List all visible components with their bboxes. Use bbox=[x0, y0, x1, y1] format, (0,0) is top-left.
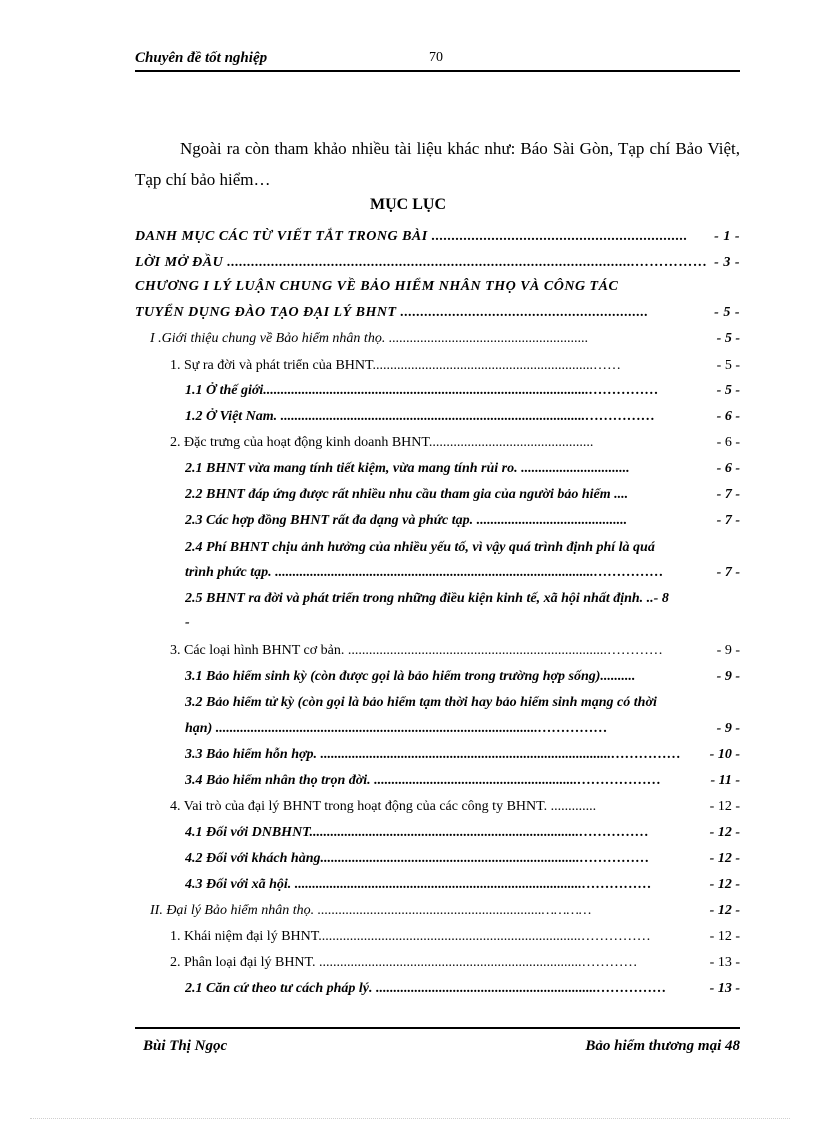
toc-entry-label: 2. Đặc trưng của hoạt động kinh doanh BHNT............................................... bbox=[170, 435, 594, 450]
toc-entry-page: - 7 - bbox=[716, 513, 740, 528]
toc-entry-label: 2.4 Phí BHNT chịu ảnh hưởng của nhiều yếu tố, vì vậy quá trình định phí là quá bbox=[185, 540, 655, 555]
toc-entry-page: - 9 - bbox=[716, 643, 740, 658]
toc-entry bbox=[185, 848, 740, 870]
toc-entry bbox=[185, 380, 740, 402]
toc-entry-label: 4.2 Đối với khách hàng..........................................................................…………… bbox=[185, 851, 650, 866]
toc-entry-label: - bbox=[185, 615, 190, 630]
toc-entry-label: LỜI MỞ ĐẦU ......................................................................................................…………… bbox=[135, 255, 708, 270]
toc-entry bbox=[170, 952, 740, 974]
toc-entry-page: - 12 - bbox=[709, 851, 740, 866]
toc-entry-page: - 5 - bbox=[716, 358, 740, 373]
toc-entry-label: 1.1 Ở thế giới.............................................................................................…………… bbox=[185, 383, 659, 398]
page-edge-divider bbox=[30, 1118, 790, 1119]
toc-entry bbox=[185, 588, 740, 610]
toc-entry-label: II. Đại lý Bảo hiểm nhân thọ. ................................................................………… bbox=[150, 903, 592, 918]
toc-entry-label: I .Giới thiệu chung về Bảo hiểm nhân thọ. ......................................................... bbox=[150, 331, 589, 346]
toc-entry bbox=[150, 900, 740, 922]
footer-author: Bùi Thị Ngọc bbox=[143, 1038, 228, 1054]
toc-entry-page: - 9 - bbox=[716, 721, 740, 736]
toc-entry-label: 1.2 Ở Việt Nam. .......................................................................................…………… bbox=[185, 409, 656, 424]
toc-entry-label: 4.3 Đối với xã hội. ..................................................................................…………… bbox=[185, 877, 652, 892]
toc-entry-page: - 1 - bbox=[714, 229, 740, 244]
toc-entry-page: - 7 - bbox=[716, 487, 740, 502]
toc-entry bbox=[170, 355, 740, 377]
intro-paragraph: Ngoài ra còn tham khảo nhiều tài liệu khác như: Báo Sài Gòn, Tạp chí Bảo Việt, Tạp chí bảo hiểm… bbox=[135, 139, 740, 189]
toc-entry bbox=[135, 276, 740, 298]
toc-entry bbox=[185, 562, 740, 584]
toc-entry bbox=[150, 328, 740, 350]
toc-entry bbox=[170, 432, 740, 454]
toc-entry-label: 2.1 BHNT vừa mang tính tiết kiệm, vừa mang tính rủi ro. ............................... bbox=[185, 461, 630, 476]
toc-entry-label: 3.4 Bảo hiểm nhân thọ trọn đời. ..........................................................……………… bbox=[185, 773, 662, 788]
toc-entry bbox=[185, 874, 740, 896]
page-header bbox=[135, 48, 740, 72]
toc-entry-label: 4.1 Đối với DNBHNT.............................................................................…………… bbox=[185, 825, 649, 840]
toc-entry-label: 3.2 Bảo hiểm tử kỳ (còn gọi là bảo hiểm tạm thời hay bảo hiểm sinh mạng có thời bbox=[185, 695, 657, 710]
toc-entry-page: - 3 - bbox=[714, 255, 740, 270]
header-title: Chuyên đề tốt nghiệp bbox=[135, 50, 268, 66]
toc-entry-label: 2.5 BHNT ra đời và phát triển trong những điều kiện kinh tế, xã hội nhất định. ..- 8 bbox=[185, 591, 669, 606]
toc-entry-label: DANH MỤC CÁC TỪ VIẾT TẮT TRONG BÀI ................................................................ bbox=[135, 229, 688, 244]
toc-entry-label: 1. Khái niệm đại lý BHNT...........................................................................…………… bbox=[170, 929, 651, 944]
toc-entry-label: TUYỂN DỤNG ĐÀO TẠO ĐẠI LÝ BHNT .............................................................. bbox=[135, 305, 649, 320]
toc-entry-page: - 12 - bbox=[709, 799, 740, 814]
toc-entry bbox=[185, 822, 740, 844]
toc-entry bbox=[185, 510, 740, 532]
toc-entry-page: - 7 - bbox=[716, 565, 740, 580]
toc-entry-page: - 12 - bbox=[709, 903, 740, 918]
toc-entry bbox=[185, 406, 740, 428]
toc-entry bbox=[185, 744, 740, 766]
toc-entry-label: 3. Các loại hình BHNT cơ bản. ..........................................................................………… bbox=[170, 643, 663, 658]
toc-entry-page: - 13 - bbox=[709, 955, 740, 970]
toc-entry-page: - 5 - bbox=[716, 331, 740, 346]
toc-entry bbox=[135, 252, 740, 274]
toc-entry bbox=[185, 978, 740, 1000]
toc-entry bbox=[185, 537, 740, 559]
toc-entry bbox=[185, 666, 740, 688]
toc-entry-label: 2.1 Căn cứ theo tư cách pháp lý. ...............................................................…………… bbox=[185, 981, 667, 996]
toc-entry-label: 1. Sự ra đời và phát triển của BHNT...............................................................…… bbox=[170, 358, 622, 373]
footer-class: Bảo hiểm thương mại 48 bbox=[585, 1038, 740, 1054]
toc-entry bbox=[170, 926, 740, 948]
toc-entry-label: 2.2 BHNT đáp ứng được rất nhiều nhu cầu tham gia của người bảo hiểm .... bbox=[185, 487, 629, 502]
toc-entry bbox=[170, 640, 740, 662]
page-number: 70 bbox=[429, 50, 443, 65]
toc-entry bbox=[135, 226, 740, 248]
toc-entry bbox=[185, 718, 740, 740]
toc-entry-label: 3.1 Bảo hiểm sinh kỳ (còn được gọi là bảo hiểm trong trường hợp sống).......... bbox=[185, 669, 636, 684]
toc-entry-page: - 9 - bbox=[716, 669, 740, 684]
toc-entry-page: - 5 - bbox=[716, 383, 740, 398]
toc-entry bbox=[185, 484, 740, 506]
toc-entry-page: - 6 - bbox=[716, 409, 740, 424]
toc-entry-label: CHƯƠNG I LÝ LUẬN CHUNG VỀ BẢO HIỂM NHÂN THỌ VÀ CÔNG TÁC bbox=[135, 279, 619, 294]
toc-entry-label: 2. Phân loại đại lý BHNT. ...........................................................................………… bbox=[170, 955, 638, 970]
toc-entry bbox=[185, 458, 740, 480]
toc-entry-page: - 13 - bbox=[709, 981, 740, 996]
toc-entry-page: - 5 - bbox=[714, 305, 740, 320]
page-footer bbox=[135, 1027, 740, 1059]
toc-entry-label: 4. Vai trò của đại lý BHNT trong hoạt động của các công ty BHNT. ............. bbox=[170, 799, 597, 814]
toc-entry-page: - 12 - bbox=[709, 929, 740, 944]
toc-entry-page: - 6 - bbox=[716, 461, 740, 476]
toc-title: MỤC LỤC bbox=[370, 196, 446, 213]
toc-entry-page: - 11 - bbox=[710, 773, 740, 788]
toc-entry-label: trình phức tạp. ...........................................................................................…………… bbox=[185, 565, 664, 580]
toc-entry-label: hạn) ............................................................................................…………… bbox=[185, 721, 608, 736]
toc-entry bbox=[185, 770, 740, 792]
toc-entry bbox=[185, 612, 740, 634]
toc-entry bbox=[170, 796, 740, 818]
toc-entry-page: - 10 - bbox=[709, 747, 740, 762]
toc-entry-label: 3.3 Bảo hiểm hỗn hợp. ...................................................................................…………… bbox=[185, 747, 681, 762]
toc-entry-label: 2.3 Các hợp đồng BHNT rất đa dạng và phức tạp. ........................................... bbox=[185, 513, 628, 528]
toc-entry bbox=[185, 692, 740, 714]
toc-entry-page: - 12 - bbox=[709, 877, 740, 892]
toc-entry-page: - 6 - bbox=[716, 435, 740, 450]
toc-entry bbox=[135, 302, 740, 324]
toc-entry-page: - 12 - bbox=[709, 825, 740, 840]
